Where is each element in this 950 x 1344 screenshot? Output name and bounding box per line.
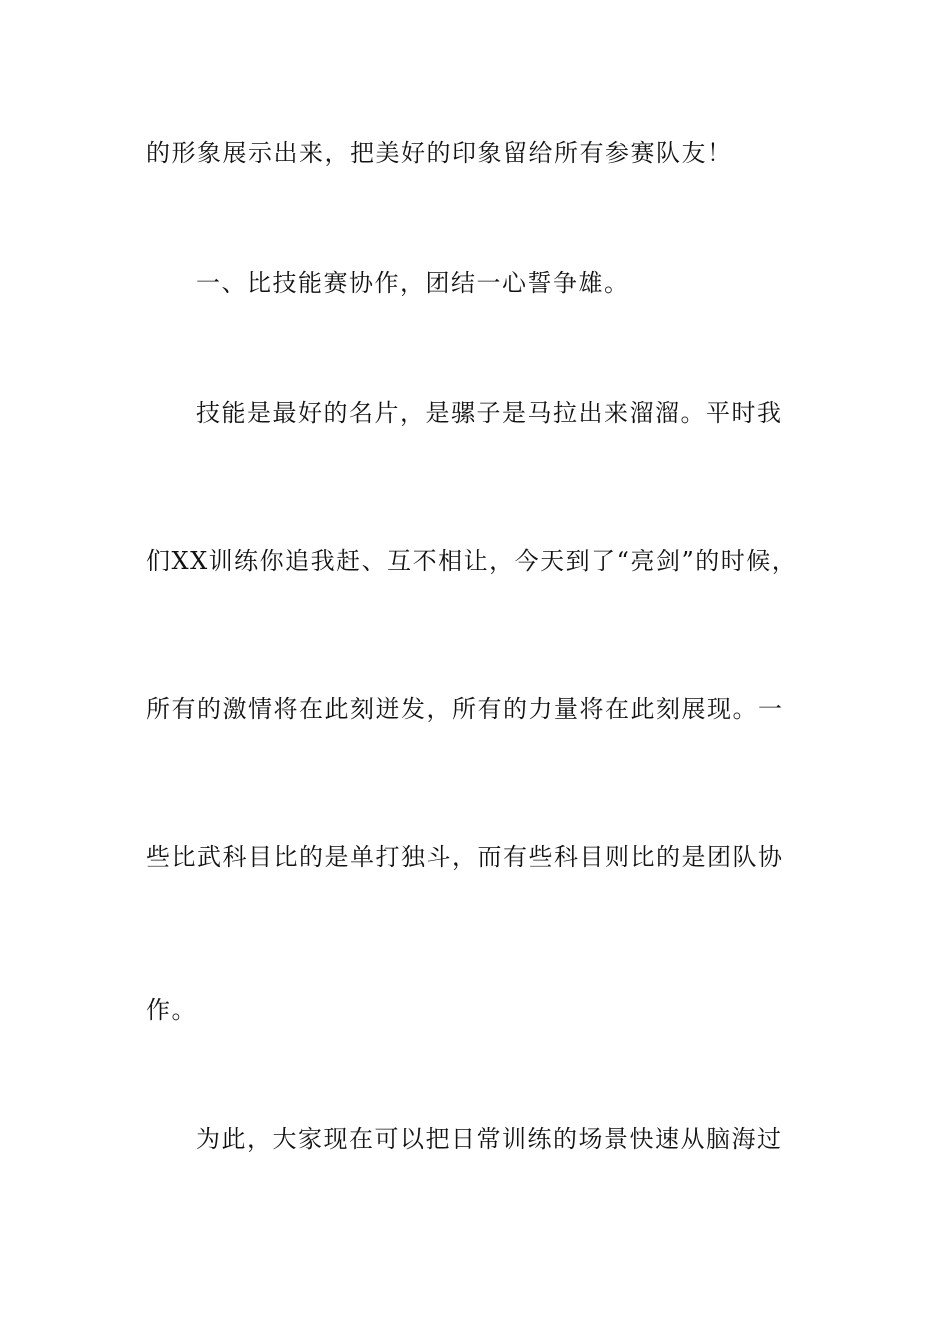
section-heading: 一、比技能赛协作，团结一心誓争雄。: [196, 269, 630, 297]
paragraph-line: 为此，大家现在可以把日常训练的场景快速从脑海过: [196, 1125, 783, 1153]
paragraph-line: 们XX训练你追我赶、互不相让，今天到了“亮剑”的时候，: [146, 547, 798, 575]
paragraph-line: 作。: [146, 996, 197, 1024]
paragraph-line: 的形象展示出来，把美好的印象留给所有参赛队友！: [146, 139, 733, 167]
paragraph-line: 些比武科目比的是单打独斗，而有些科目则比的是团队协: [146, 843, 784, 871]
paragraph-line: 所有的激情将在此刻迸发，所有的力量将在此刻展现。一: [146, 695, 784, 723]
paragraph-line: 技能是最好的名片，是骡子是马拉出来溜溜。平时我: [196, 399, 783, 427]
